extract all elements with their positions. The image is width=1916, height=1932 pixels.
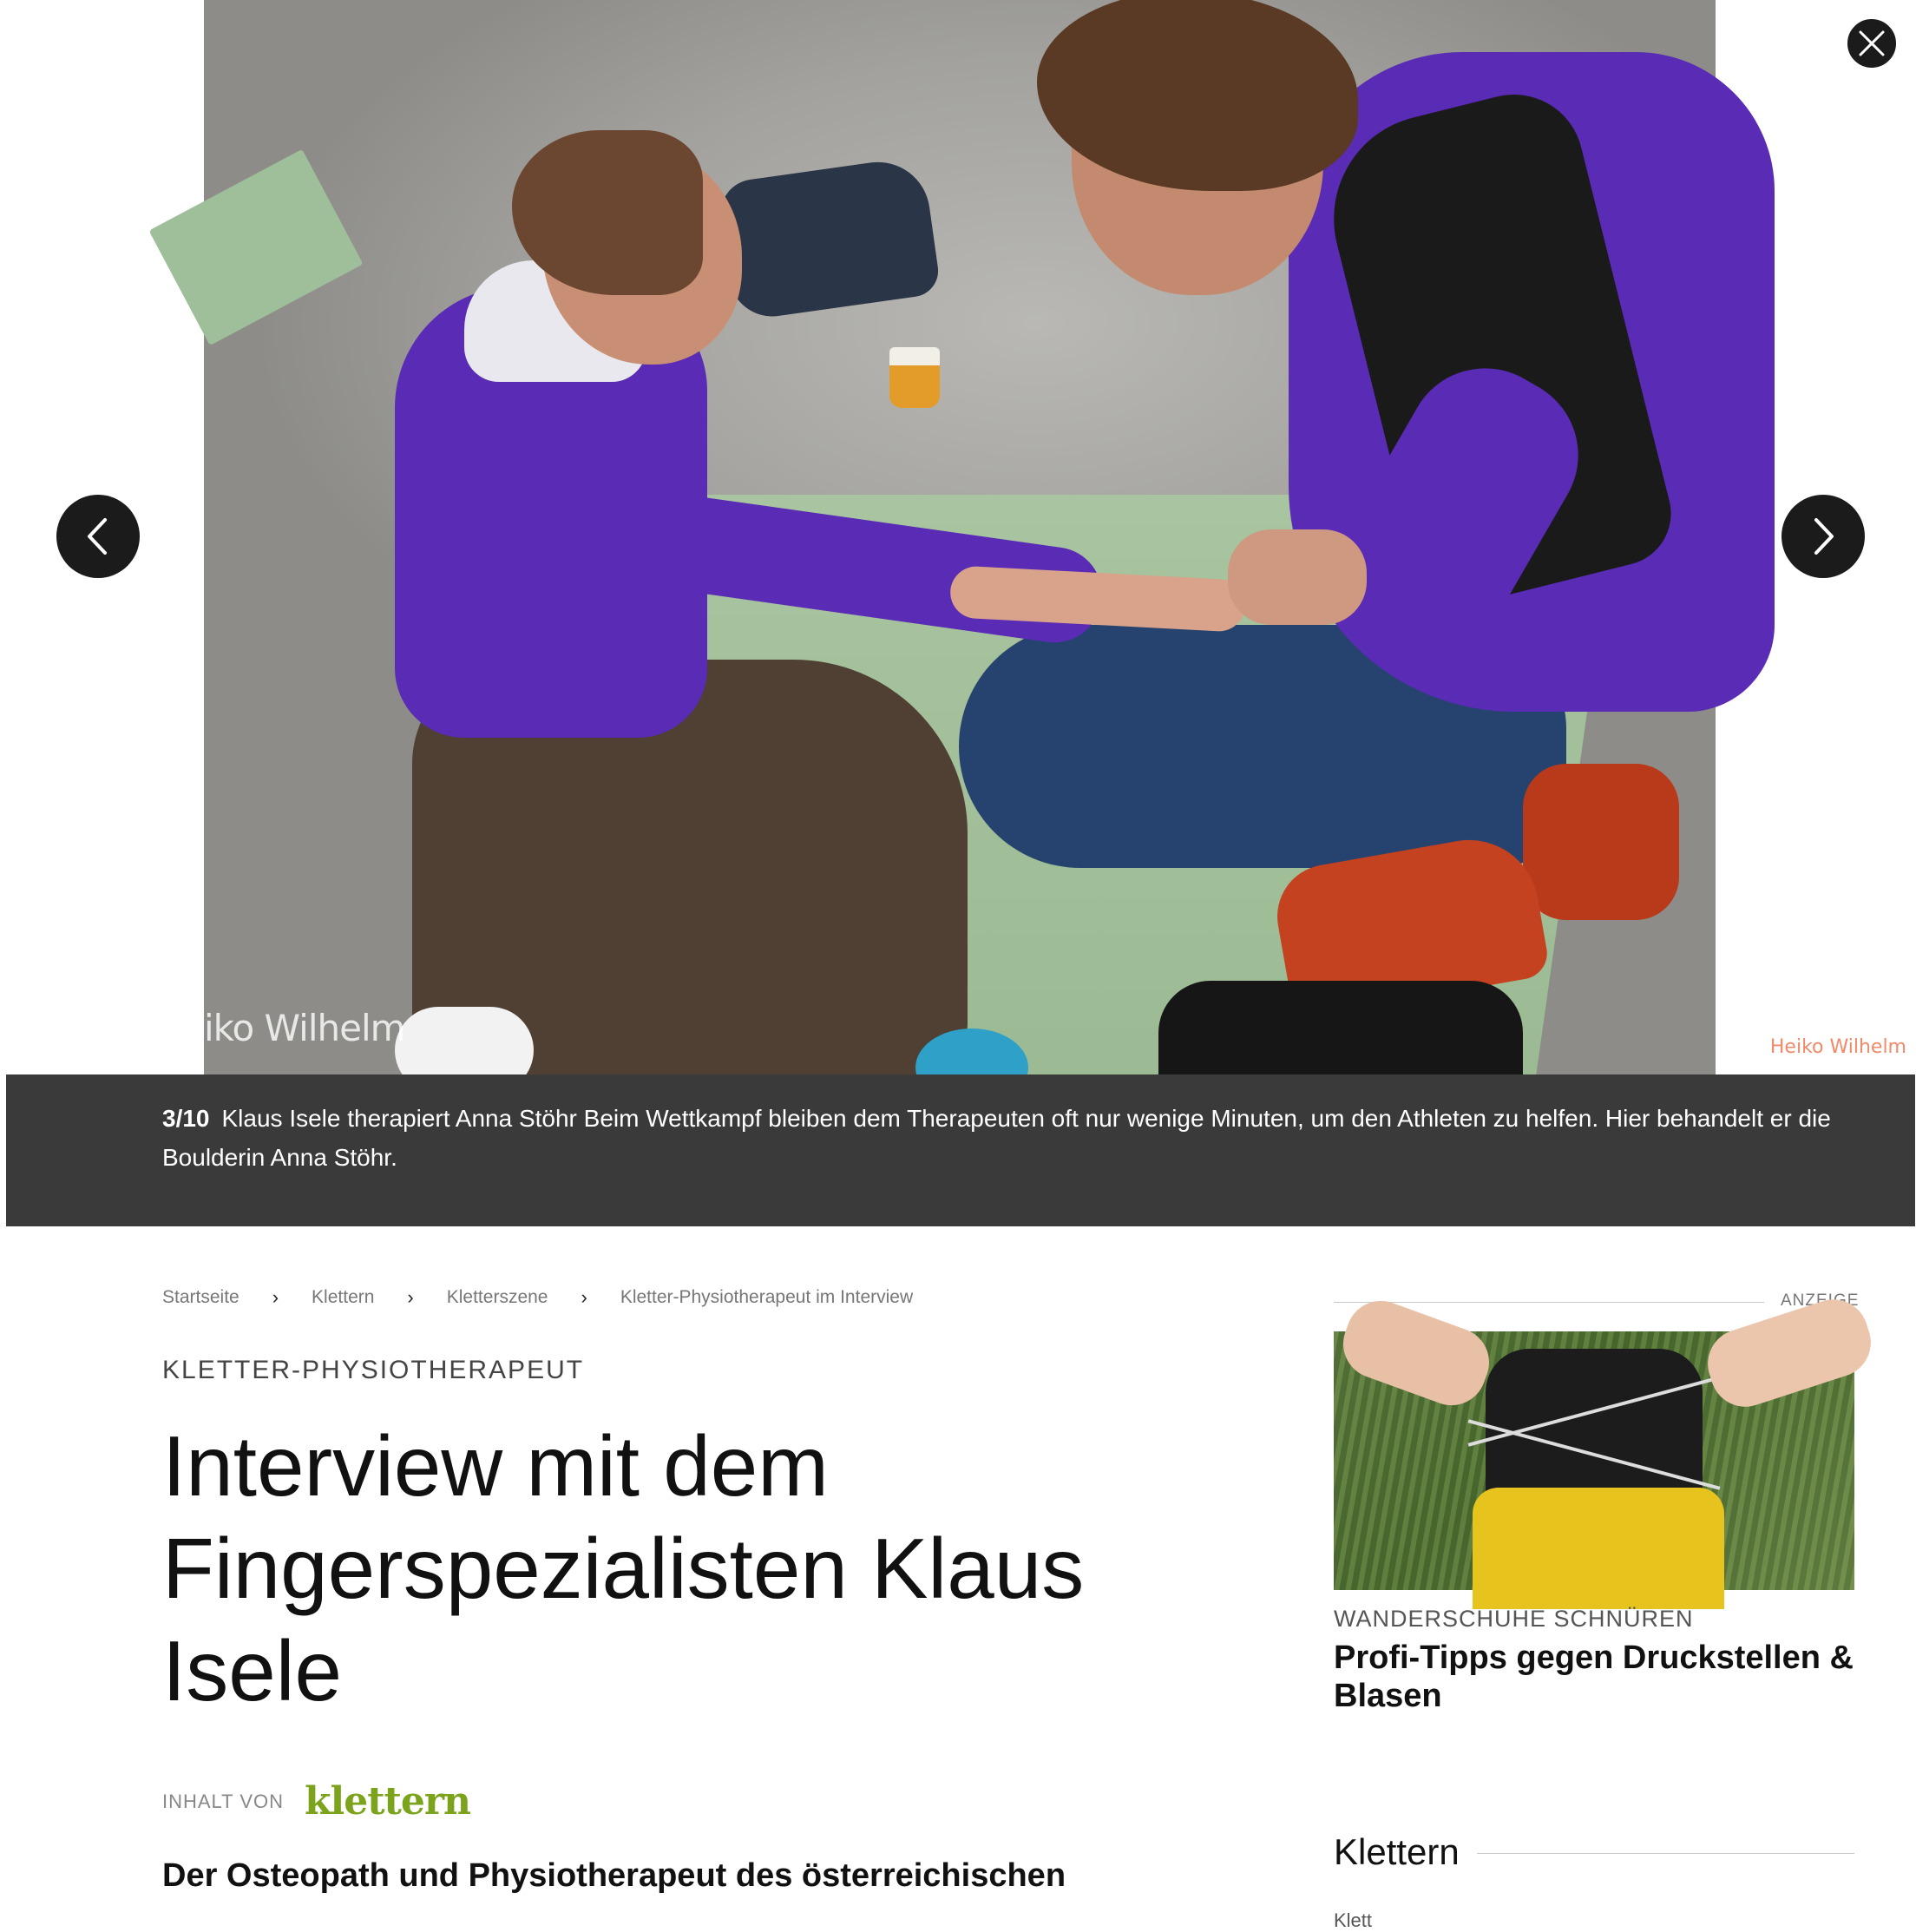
section-divider <box>1477 1853 1854 1854</box>
sidebar-section-item[interactable]: Klett <box>1334 1909 1373 1931</box>
ad-label: ANZEIGE <box>1781 1291 1860 1310</box>
breadcrumb-separator-icon: › <box>407 1286 414 1308</box>
article-lead: Der Osteopath und Physiotherapeut des österreichischen <box>162 1857 1066 1894</box>
gallery-counter: 3/10 <box>162 1105 210 1132</box>
content-source <box>162 1779 470 1824</box>
breadcrumb <box>162 1286 913 1309</box>
article-headline: Interview mit dem Fingerspezialisten Klaus Isele <box>162 1418 1085 1718</box>
photo-credit: Heiko Wilhelm <box>1769 1036 1906 1058</box>
teaser-kicker: WANDERSCHUHE SCHNÜREN <box>1334 1606 1694 1632</box>
close-icon <box>1857 29 1886 58</box>
source-label: INHALT VON <box>162 1790 284 1812</box>
gallery-photo <box>204 0 1716 1074</box>
gallery-prev-button[interactable] <box>56 495 140 578</box>
breadcrumb-item-klettern[interactable]: Klettern <box>312 1287 375 1307</box>
caption-text: Klaus Isele therapiert Anna Stöhr Beim Wettkampf bleiben dem Therapeuten oft nur wenige Minuten, um den Athleten zu helfen. Hier behandelt er die Boulderin Anna Stöhr. <box>162 1105 1831 1171</box>
article-kicker: KLETTER-PHYSIOTHERAPEUT <box>162 1356 585 1384</box>
image-gallery <box>6 0 1915 1171</box>
breadcrumb-item-current: Kletter-Physiotherapeut im Interview <box>620 1287 914 1307</box>
sidebar-section-title: Klettern <box>1334 1831 1460 1872</box>
gallery-next-button[interactable] <box>1781 495 1865 578</box>
breadcrumb-separator-icon: › <box>272 1286 279 1308</box>
breadcrumb-item-startseite[interactable]: Startseite <box>162 1287 240 1307</box>
chevron-left-icon <box>81 515 115 558</box>
photo-watermark: iko Wilhelm <box>204 1007 405 1049</box>
gallery-caption <box>6 1074 1915 1226</box>
klettern-logo[interactable]: klettern <box>305 1779 471 1824</box>
teaser-image[interactable] <box>1334 1331 1854 1590</box>
ad-divider <box>1334 1302 1764 1303</box>
teaser-title-link[interactable]: Profi-Tipps gegen Druckstellen & Blasen <box>1334 1640 1854 1714</box>
gallery-close-button[interactable] <box>1846 17 1898 69</box>
breadcrumb-item-kletterszene[interactable]: Kletterszene <box>446 1287 548 1307</box>
chevron-right-icon <box>1806 515 1841 558</box>
breadcrumb-separator-icon: › <box>581 1286 587 1308</box>
